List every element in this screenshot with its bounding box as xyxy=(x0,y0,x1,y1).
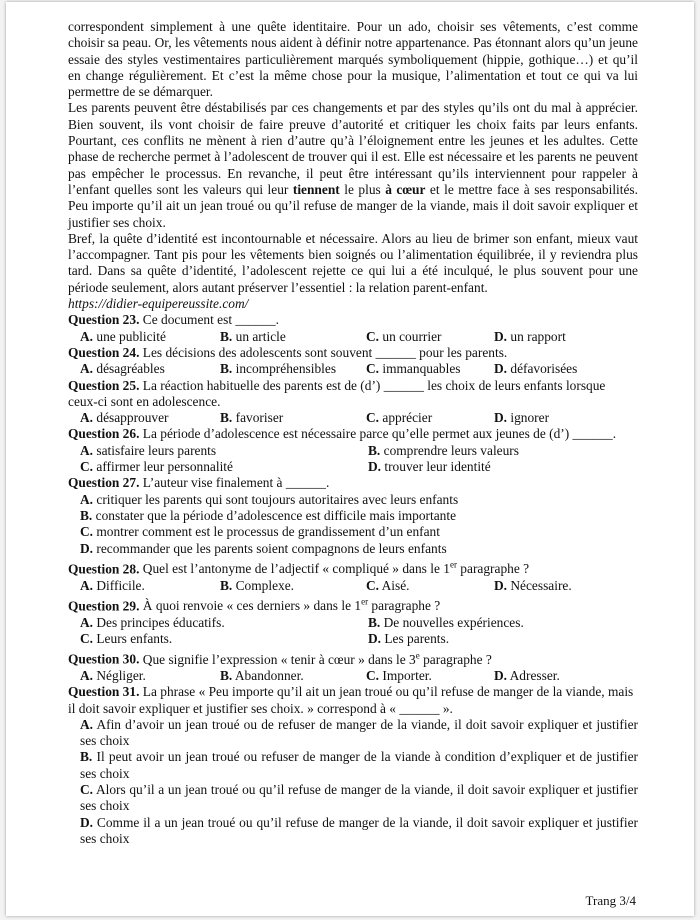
answer-options xyxy=(68,410,638,426)
option-text: Adresser. xyxy=(507,667,560,683)
answer-option xyxy=(80,815,638,848)
option-letter: C. xyxy=(366,328,380,344)
question-stem xyxy=(68,475,638,491)
question-block xyxy=(68,378,638,427)
answer-option xyxy=(366,329,494,345)
answer-option xyxy=(80,361,220,377)
reading-passage xyxy=(68,19,638,312)
answer-option xyxy=(80,492,638,508)
option-text: Leurs enfants. xyxy=(93,630,173,646)
answer-option xyxy=(80,615,368,631)
answer-option xyxy=(80,508,638,524)
option-text: un article xyxy=(232,328,286,344)
question-stem xyxy=(68,684,638,717)
answer-options xyxy=(68,615,638,648)
option-letter: A. xyxy=(80,491,94,507)
page-content xyxy=(68,19,638,847)
question-number: Question 27. xyxy=(68,475,140,491)
option-text: critiquer les parents qui sont toujours autoritaires avec leurs enfants xyxy=(93,491,459,507)
answer-option xyxy=(80,524,638,540)
question-block xyxy=(68,475,638,556)
option-text: Négliger. xyxy=(93,667,146,683)
option-letter: D. xyxy=(494,328,508,344)
question-text: L’auteur vise finalement à ______. xyxy=(142,475,330,491)
question-number: Question 25. xyxy=(68,377,140,393)
option-text: Difficile. xyxy=(93,577,145,593)
question-text: La phrase « Peu importe qu’il ait un jean troué ou qu’il refuse de manger de la viande, mais il doit savoir expliquer et justifier ses choix. » correspond à « ______ ». xyxy=(68,684,634,716)
option-letter: C. xyxy=(80,630,94,646)
option-text: favoriser xyxy=(232,410,284,426)
option-text: Abandonner. xyxy=(232,667,304,683)
option-letter: D. xyxy=(494,667,508,683)
answer-option xyxy=(368,631,648,647)
option-letter: A. xyxy=(80,577,94,593)
answer-option xyxy=(366,668,494,684)
option-text: trouver leur identité xyxy=(381,459,491,475)
option-letter: C. xyxy=(80,782,94,798)
answer-option xyxy=(80,329,220,345)
answer-option xyxy=(366,578,494,594)
page-number: Trang 3/4 xyxy=(585,893,636,908)
option-letter: A. xyxy=(80,361,94,377)
option-letter: A. xyxy=(80,667,94,683)
question-number: Question 24. xyxy=(68,344,140,360)
question-number: Question 28. xyxy=(68,561,140,577)
option-text: montrer comment est le processus de grandissement d’un enfant xyxy=(93,524,440,540)
option-text: Des principes éducatifs. xyxy=(93,614,225,630)
answer-option xyxy=(80,578,220,594)
option-text: Les parents. xyxy=(381,630,450,646)
answer-option xyxy=(220,578,366,594)
question-number: Question 26. xyxy=(68,426,140,442)
option-text: incompréhensibles xyxy=(232,361,337,377)
question-block xyxy=(68,312,638,345)
option-text: désagréables xyxy=(93,361,165,377)
option-letter: B. xyxy=(220,667,233,683)
answer-option xyxy=(494,361,644,377)
question-number: Question 30. xyxy=(68,651,140,667)
paragraph-3: Bref, la quête d’identité est incontournable et nécessaire. Alors au lieu de brimer son enfant, mieux vaut l’accompagner. Tant pis pour les vêtements bien soignés ou l’alimentation équilibrée, il y reviendra plus tard. Dans sa quête d’identité, l’adolescent rejette ce qui lui a été inculqué, le plus souvent pour une période seulement, alors autant préserver l’essentiel : la relation parent-enfant. xyxy=(68,230,638,295)
option-letter: B. xyxy=(80,507,93,523)
option-letter: B. xyxy=(368,442,381,458)
option-text: Importer. xyxy=(379,667,432,683)
answer-options xyxy=(68,361,638,377)
option-text: comprendre leurs valeurs xyxy=(380,442,519,458)
option-text: Il peut avoir un jean troué ou refuser de manger de la viande à condition d’expliquer et de justifier ses choix xyxy=(80,749,638,781)
answer-options xyxy=(68,717,638,847)
answer-options xyxy=(68,443,638,476)
option-letter: D. xyxy=(80,540,94,556)
question-text: La réaction habituelle des parents est de (d’) ______ les choix de leurs enfants lorsque ceux-ci sont en adolescence. xyxy=(68,377,606,409)
answer-option xyxy=(220,668,366,684)
answer-option xyxy=(220,361,366,377)
answer-option xyxy=(366,361,494,377)
question-stem xyxy=(68,647,638,668)
answer-option xyxy=(368,459,648,475)
document-page xyxy=(6,2,694,916)
option-letter: B. xyxy=(220,361,233,377)
question-stem xyxy=(68,378,638,411)
question-number: Question 23. xyxy=(68,312,140,328)
option-text: apprécier xyxy=(379,410,433,426)
option-text: constater que la période d’adolescence est difficile mais importante xyxy=(92,507,457,523)
option-letter: B. xyxy=(80,749,93,765)
option-letter: B. xyxy=(220,577,233,593)
question-stem xyxy=(68,426,638,442)
option-letter: A. xyxy=(80,716,94,732)
question-stem xyxy=(68,345,638,361)
answer-options xyxy=(68,492,638,557)
question-number: Question 29. xyxy=(68,598,140,614)
question-block xyxy=(68,345,638,378)
option-text: un courrier xyxy=(379,328,442,344)
question-list xyxy=(68,312,638,847)
answer-option xyxy=(368,615,648,631)
option-text: affirmer leur personnalité xyxy=(93,459,233,475)
answer-options xyxy=(68,578,638,594)
question-text: Que signifie l’expression « tenir à cœur » dans le 3e paragraphe ? xyxy=(142,650,492,667)
question-stem xyxy=(68,312,638,328)
question-number: Question 31. xyxy=(68,684,140,700)
option-letter: B. xyxy=(220,328,233,344)
option-letter: C. xyxy=(80,524,94,540)
option-text: une publicité xyxy=(93,328,166,344)
answer-option xyxy=(220,329,366,345)
question-text: À quoi renvoie « ces derniers » dans le 1er paragraphe ? xyxy=(142,596,441,614)
option-letter: C. xyxy=(366,577,380,593)
question-block xyxy=(68,594,638,647)
question-stem xyxy=(68,557,638,578)
option-letter: A. xyxy=(80,328,94,344)
option-text: Complexe. xyxy=(232,577,295,593)
question-block xyxy=(68,426,638,475)
option-letter: A. xyxy=(80,442,94,458)
source-url: https://didier-equipereussite.com/ xyxy=(68,296,249,312)
option-letter: D. xyxy=(494,410,508,426)
question-block xyxy=(68,557,638,594)
option-letter: D. xyxy=(80,814,94,830)
answer-option xyxy=(80,459,368,475)
answer-option xyxy=(80,631,368,647)
option-text: Comme il a un jean troué ou qu’il refuse de manger de la viande, il doit savoir expliquer et justifier ses choix xyxy=(80,814,638,846)
option-letter: C. xyxy=(366,361,380,377)
paragraph-1: correspondent simplement à une quête identitaire. Pour un ado, choisir ses vêtements, c’est comme choisir sa peau. Or, les vêtements nous aident à définir notre appartenance. Pas étonnant alors qu’un jeune essaie des styles vestimentaires particulièrement marqués symboliquement (hippie, gothique…) et qu’il en change régulièrement. Et c’est la même chose pour la musique, l’alimentation et tout ce qui va lui permettre de se démarquer. xyxy=(68,19,638,100)
paragraph-2: Les parents peuvent être déstabilisés par ces changements et par des styles qu’ils ont du mal à apprécier. Bien souvent, ils vont choisir de faire preuve d’autorité et critiquer les choix faits par leurs enfants. Pourtant, ces conflits ne mènent à rien d’autre qu’à l’éloignement entre les jeunes et les adultes. Cette phase de recherche permet à l’adolescent de trouver qui il est. Elle est nécessaire et les parents ne peuvent pas empêcher le processus. En revanche, il peut être intéressant qu’ils interviennent pour rappeler à l’enfant quelles sont les valeurs qui leur tiennent le plus à cœur et le mettre face à ses responsabilités. Peu importe qu’il ait un jean troué ou qu’il refuse de manger de la viande, mais il doit savoir expliquer et justifier ses choix. xyxy=(68,100,638,230)
question-text: Quel est l’antonyme de l’adjectif « compliqué » dans le 1er paragraphe ? xyxy=(142,559,530,577)
answer-option xyxy=(80,749,638,782)
option-text: satisfaire leurs parents xyxy=(93,442,217,458)
answer-options xyxy=(68,329,638,345)
option-text: immanquables xyxy=(379,361,461,377)
question-block xyxy=(68,647,638,684)
option-text: recommander que les parents soient compagnons de leurs enfants xyxy=(93,540,447,556)
option-letter: C. xyxy=(80,459,94,475)
answer-option xyxy=(494,578,644,594)
answer-option xyxy=(80,782,638,815)
answer-option xyxy=(80,541,638,557)
answer-options xyxy=(68,668,638,684)
option-letter: D. xyxy=(368,459,382,475)
answer-option xyxy=(494,668,644,684)
option-letter: A. xyxy=(80,410,94,426)
option-text: un rapport xyxy=(507,328,566,344)
option-letter: C. xyxy=(366,410,380,426)
option-letter: C. xyxy=(366,667,380,683)
answer-option xyxy=(80,668,220,684)
answer-option xyxy=(368,443,648,459)
question-block xyxy=(68,684,638,847)
answer-option xyxy=(80,717,638,750)
option-letter: D. xyxy=(494,577,508,593)
option-letter: B. xyxy=(220,410,233,426)
answer-option xyxy=(80,410,220,426)
option-text: De nouvelles expériences. xyxy=(380,614,524,630)
option-text: Alors qu’il a un jean troué ou qu’il refuse de manger de la viande, il doit savoir expliquer et justifier ses choix xyxy=(80,782,638,814)
option-text: ignorer xyxy=(507,410,550,426)
question-text: La période d’adolescence est nécessaire parce qu’elle permet aux jeunes de (d’) ______. xyxy=(142,426,617,442)
answer-option xyxy=(220,410,366,426)
question-stem xyxy=(68,594,638,615)
answer-option xyxy=(494,329,644,345)
answer-option xyxy=(80,443,368,459)
option-text: désapprouver xyxy=(93,410,169,426)
option-letter: B. xyxy=(368,614,381,630)
option-letter: D. xyxy=(368,630,382,646)
option-letter: D. xyxy=(494,361,508,377)
option-letter: A. xyxy=(80,614,94,630)
option-text: défavorisées xyxy=(507,361,578,377)
option-text: Nécessaire. xyxy=(507,577,572,593)
answer-option xyxy=(494,410,644,426)
option-text: Afin d’avoir un jean troué ou de refuser de manger de la viande, il doit savoir expliquer et justifier ses choix xyxy=(80,716,638,749)
option-text: Aisé. xyxy=(379,577,410,593)
answer-option xyxy=(366,410,494,426)
question-text: Ce document est ______. xyxy=(142,312,279,328)
question-text: Les décisions des adolescents sont souvent ______ pour les parents. xyxy=(142,344,508,360)
